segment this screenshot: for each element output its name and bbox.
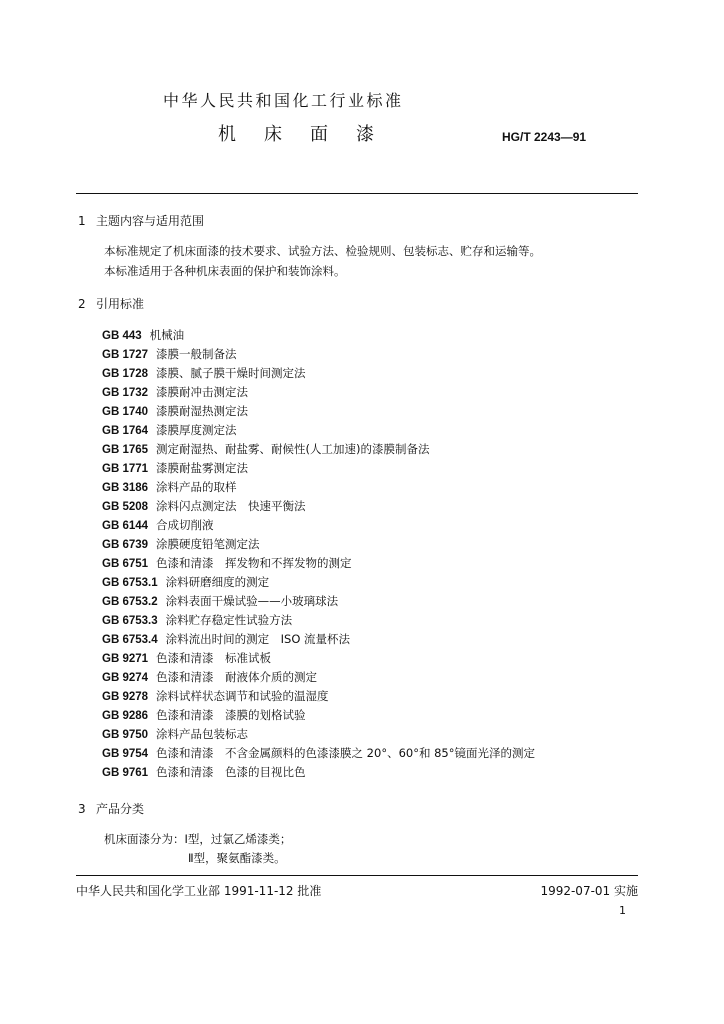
reference-code: GB 443 [102,330,142,342]
reference-title: 涂料产品的取样 [156,480,237,494]
referenced-standards-list [102,326,535,782]
section-title: 主题内容与适用范围 [96,214,205,228]
reference-code: GB 6753.4 [102,634,158,646]
reference-code: GB 9286 [102,710,149,722]
reference-code: GB 6751 [102,558,149,570]
reference-code: GB 1728 [102,368,149,380]
reference-code: GB 6753.2 [102,596,158,608]
reference-code: GB 6739 [102,539,149,551]
reference-code: GB 9750 [102,729,149,741]
reference-code: GB 1732 [102,387,149,399]
reference-item [102,535,535,554]
reference-code: GB 3186 [102,482,149,494]
reference-title: 漆膜耐冲击测定法 [156,385,249,399]
reference-item [102,687,535,706]
reference-title: 涂料产品包装标志 [156,727,249,741]
reference-title: 测定耐湿热、耐盐雾、耐候性(人工加速)的漆膜制备法 [156,442,430,456]
reference-title: 涂料流出时间的测定 ISO 流量杯法 [165,632,351,646]
reference-item [102,440,535,459]
reference-title: 涂料闪点测定法 快速平衡法 [156,499,306,513]
header-rule [76,193,638,194]
reference-title: 漆膜耐湿热测定法 [156,404,249,418]
reference-item [102,364,535,383]
reference-code: GB 6753.3 [102,615,158,627]
reference-title: 色漆和清漆 不含金属颜料的色漆漆膜之 20°、60°和 85°镜面光泽的测定 [156,746,535,760]
reference-title: 涂料研磨细度的测定 [165,575,270,589]
reference-item [102,497,535,516]
reference-item [102,345,535,364]
reference-code: GB 9754 [102,748,149,760]
reference-title: 漆膜厚度测定法 [156,423,237,437]
reference-title: 色漆和清漆 标准试板 [156,651,272,665]
reference-item [102,649,535,668]
reference-item [102,383,535,402]
reference-title: 合成切削液 [156,518,214,532]
reference-item [102,725,535,744]
issuing-body: 中华人民共和国化工行业标准 [163,91,404,110]
reference-title: 涂料试样状态调节和试验的温湿度 [156,689,329,703]
reference-code: GB 9278 [102,691,149,703]
section-3-paragraph: Ⅱ型，聚氨酯漆类。 [188,851,286,865]
reference-item [102,668,535,687]
reference-item [102,630,535,649]
reference-item [102,478,535,497]
section-3-heading [78,800,144,817]
reference-item [102,573,535,592]
reference-title: 漆膜耐盐雾测定法 [156,461,249,475]
reference-item [102,763,535,782]
reference-code: GB 6753.1 [102,577,158,589]
reference-item [102,421,535,440]
page-number: 1 [619,904,626,917]
section-number: 2 [78,297,86,311]
reference-code: GB 6144 [102,520,149,532]
reference-code: GB 1771 [102,463,149,475]
reference-item [102,611,535,630]
standard-code: HG/T 2243—91 [502,130,587,144]
reference-item [102,744,535,763]
reference-code: GB 1727 [102,349,149,361]
reference-title: 色漆和清漆 耐液体介质的测定 [156,670,318,684]
section-1-paragraph: 本标准适用于各种机床表面的保护和装饰涂料。 [104,264,346,278]
reference-code: GB 9271 [102,653,149,665]
reference-title: 涂膜硬度铅笔测定法 [156,537,260,551]
approval-line: 中华人民共和国化学工业部 1991-11-12 批准 [76,884,322,898]
reference-code: GB 9761 [102,767,149,779]
section-title: 产品分类 [96,802,145,816]
reference-code: GB 1740 [102,406,149,418]
section-1-paragraph: 本标准规定了机床面漆的技术要求、试验方法、检验规则、包装标志、贮存和运输等。 [104,244,541,258]
reference-title: 色漆和清漆 色漆的目视比色 [156,765,306,779]
reference-title: 机械油 [149,328,185,342]
reference-title: 涂料贮存稳定性试验方法 [165,613,293,627]
reference-item [102,554,535,573]
section-3-paragraph: 机床面漆分为：Ⅰ型，过氯乙烯漆类； [104,832,292,846]
section-2-heading [78,295,144,312]
reference-title: 涂料表面干燥试验——小玻璃球法 [165,594,339,608]
effective-date: 1992-07-01 实施 [540,884,638,898]
reference-item [102,516,535,535]
reference-item [102,402,535,421]
reference-title: 色漆和清漆 漆膜的划格试验 [156,708,306,722]
reference-code: GB 1764 [102,425,149,437]
section-number: 3 [78,802,86,816]
reference-code: GB 9274 [102,672,149,684]
footer-rule [76,875,638,876]
reference-item [102,706,535,725]
reference-code: GB 1765 [102,444,149,456]
reference-title: 漆膜一般制备法 [156,347,237,361]
reference-title: 漆膜、腻子膜干燥时间测定法 [156,366,306,380]
reference-item [102,326,535,345]
section-1-heading [78,212,204,229]
section-number: 1 [78,214,86,228]
section-title: 引用标准 [96,297,145,311]
document-title: 机床面漆 [218,124,402,145]
reference-item [102,592,535,611]
reference-title: 色漆和清漆 挥发物和不挥发物的测定 [156,556,352,570]
reference-item [102,459,535,478]
reference-code: GB 5208 [102,501,149,513]
